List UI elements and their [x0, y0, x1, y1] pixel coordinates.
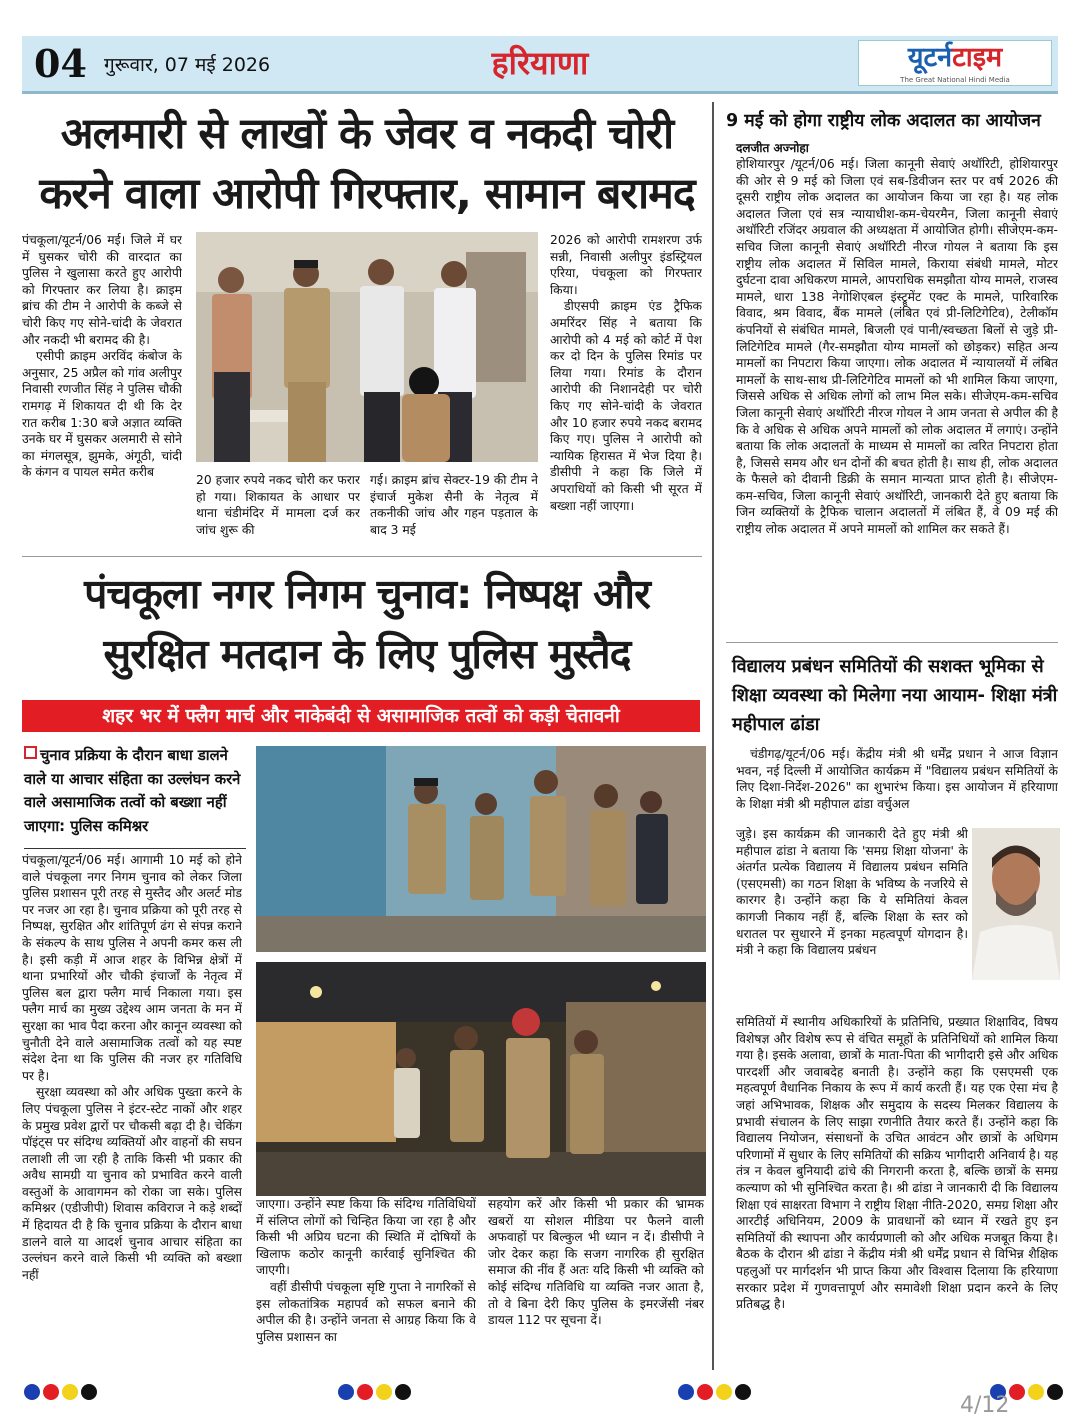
story4-intro	[736, 746, 1058, 826]
yellow-dot	[62, 1384, 78, 1400]
paragraph: डीएसपी क्राइम एंड ट्रैफिक अमरिंदर सिंह ने बताया कि आरोपी को 4 मई को कोर्ट में पेश कर दो दिन के पुलिस रिमांड पर लिया गया। रिमांड के दौरान आरोपी की निशानदेही पर चोरी किए गए सोने-चांदी के जेवरात और 10 हजार रुपये नकद बरामद किए गए। पुलिस ने आरोपी को न्यायिक हिरासत में भेज दिया है। डीसीपी ने कहा कि जिले में अपराधियों को किसी भी सूरत में बख्शा नहीं जाएगा।	[550, 299, 702, 513]
paragraph: होशियारपुर /यूटर्न/06 मई। जिला कानूनी सेवाएं अथॉरिटी, होशियारपुर की ओर से 9 मई को जिला एवं सब-डिवीजन स्तर पर वर्ष 2026 की दूसरी राष्ट्रीय लोक अदालत का आयोजन किया जा रहा है। यह लोक अदालत जिला एवं सत्र न्यायाधीश-कम-चेयरमैन, जिला कानूनी सेवाएं अथॉरिटी रजिंदर अग्रवाल की अध्यक्षता में आयोजित होगी। सीजेएम-कम-सचिव जिला कानूनी सेवाएं अथॉरिटी नीरज गोयल ने बताया कि इस राष्ट्रीय लोक अदालत में सिविल मामले, किराया संबंधी मामले, मोटर दुर्घटना दावा अधिकरण मामले, आपराधिक समझौता योग्य मामले, राजस्व मामले, धारा 138 नेगोशिएबल इंस्ट्रूमेंट एक्ट के मामले, पारिवारिक विवाद, श्रम विवाद, बैंक मामले (लंबित एवं प्री-लिटिगेटिव), टेलीकॉम कंपनियों से संबंधित मामले, बिजली एवं पानी/स्वच्छता बिलों से जुड़े प्री-लिटिगेटिव मामले (गैर-समझौता योग्य मामलों को छोड़कर) सहित अन्य मामलों का निपटारा किया जाएगा। लोक अदालत में न्यायालयों में लंबित मामलों के साथ-साथ प्री-लिटिगेटिव मामलों को भी शामिल किया जाएगा, जिससे अधिक से अधिक लोगों को लाभ मिल सके। सीजेएम-कम-सचिव जिला कानूनी सेवाएं अथॉरिटी नीरज गोयल ने आम जनता से अपील की है कि वे अधिक से अधिक अपने मामलों को लोक अदालत में लगाएं। उन्होंने बताया कि लोक अदालतों के माध्यम से मामलों का त्वरित निपटारा होता है, जिससे समय और धन दोनों की बचत होती है। साथ ही, लोक अदालत के फैसले को दीवानी डिक्री के समान मान्यता प्राप्त होती है। सीजेएम-कम-सचिव, जिला कानूनी सेवाएं अथॉरिटी, जानकारी देते हुए बताया कि जिन व्यक्तियों के ट्रैफिक चालान अदालतों में लंबित हैं, वे 09 मई की राष्ट्रीय लोक अदालत में अपने मामलों को शामिल कर सकते हैं।	[736, 157, 1058, 537]
logo-part1: यूटर्न	[907, 42, 953, 73]
arrest-photo	[196, 232, 538, 462]
story4-body	[736, 1014, 1058, 1364]
portrait-image	[972, 828, 1060, 980]
headline-line: करने वाला आरोपी गिरफ्तार, सामान बरामद	[39, 169, 695, 219]
story-divider	[22, 556, 702, 557]
red-dot	[697, 1384, 713, 1400]
flag-march-photo-1	[256, 746, 706, 952]
black-dot	[81, 1384, 97, 1400]
page-number: 04	[34, 41, 87, 86]
flag-march-photo-2	[256, 962, 706, 1196]
paragraph: जुड़े। इस कार्यक्रम की जानकारी देते हुए मंत्री श्री महीपाल ढांडा ने बताया कि 'समग्र शिक्षा योजना' के अंतर्गत प्रत्येक विद्यालय में विद्यालय प्रबंधन समिति (एसएमसी) का गठन शिक्षा के भविष्य के नजरिये से कारगर है। उन्होंने कहा कि ये समितियां केवल कागजी निकाय नहीं हैं, बल्कि शिक्षा के स्तर को धरातल पर सुधारने में इनका महत्वपूर्ण योगदान है। मंत्री ने कहा कि विद्यालय प्रबंधन	[736, 827, 968, 958]
black-dot	[1047, 1384, 1063, 1400]
red-dot	[1009, 1384, 1025, 1400]
story1-column-1	[22, 232, 182, 544]
red-dot	[43, 1384, 59, 1400]
logo-part2: टाइम	[952, 42, 1003, 73]
police-group-image	[196, 232, 538, 462]
paragraph: चंडीगढ़/यूटर्न/06 मई। केंद्रीय मंत्री श्री धर्मेंद्र प्रधान ने आज विज्ञान भवन, नई दिल्ली में आयोजित कार्यक्रम में "विद्यालय प्रबंधन समितियों के लिए दिशा-निर्देश-2026" का शुभारंभ किया। इस आयोजन में हरियाणा के शिक्षा मंत्री श्री महीपाल ढांडा वर्चुअल	[736, 747, 1058, 811]
paragraph: पंचकूला/यूटर्न/06 मई। आगामी 10 मई को होने वाले पंचकूला नगर निगम चुनाव को लेकर जिला पुलिस प्रशासन पूरी तरह से मुस्तैद और अलर्ट मोड पर नजर आ रहा है। चुनाव प्रक्रिया को पूरी तरह से निष्पक्ष, सुरक्षित और शांतिपूर्ण ढंग से संपन्न कराने के संकल्प के साथ पुलिस ने अपनी कमर कस ली है। इसी कड़ी में आज शहर के विभिन्न क्षेत्रों में थाना प्रभारियों और चौकी इंचार्जों के नेतृत्व में पुलिस बल द्वारा फ्लैग मार्च निकाला गया। इस फ्लैग मार्च का मुख्य उद्देश्य आम जनता के मन में सुरक्षा का भाव पैदा करना और कानून व्यवस्था को चुनौती देने वाले असामाजिक तत्वों को यह स्पष्ट संदेश देना था कि पुलिस की नजर हर गतिविधि पर है।	[22, 853, 242, 1083]
story3-byline: दलजीत अज्नोहा	[736, 141, 809, 155]
paragraph: सुरक्षा व्यवस्था को और अधिक पुख्ता करने के लिए पंचकूला पुलिस ने इंटर-स्टेट नाकों और शहर के प्रमुख प्रवेश द्वारों पर चौकसी बढ़ा दी है। चेकिंग पॉइंट्स पर संदिग्ध व्यक्तियों और वाहनों की सघन तलाशी ली जा रही है ताकि किसी भी प्रकार की अवैध सामग्री या चुनाव को प्रभावित करने वाली वस्तुओं के आवागमन को रोका जा सके। पुलिस कमिश्नर (एडीजीपी) शिवास कविराज ने कड़े शब्दों में हिदायत दी है कि चुनाव प्रक्रिया के दौरान बाधा डालने वाले या आदर्श चुनाव आचार संहिता का उल्लंघन करने वाले किसी भी व्यक्ति को बख्शा नहीं	[22, 1085, 242, 1282]
story3-headline: 9 मई को होगा राष्ट्रीय लोक अदालत का आयोजन	[726, 111, 1041, 131]
blue-dot	[678, 1384, 694, 1400]
headline-line: अलमारी से लाखों के जेवर व नकदी चोरी	[60, 109, 674, 159]
logo-tagline: The Great National Hindi Media	[900, 76, 1010, 84]
paragraph: 20 हजार रुपये नकद चोरी कर फरार हो गया। शिकायत के आधार पर थाना चंडीमंदिर में मामला दर्ज कर जांच शुरू की	[196, 473, 360, 537]
story4-headline: विद्यालय प्रबंधन समितियों की सशक्त भूमिका से शिक्षा व्यवस्था को मिलेगा नया आयाम- शिक्षा मंत्री महीपाल ढांडा	[732, 656, 1058, 735]
issue-date: गुरूवार, 07 मई 2026	[104, 54, 271, 76]
yellow-dot	[376, 1384, 392, 1400]
story2-column-3	[488, 1196, 704, 1364]
story1-column-4	[550, 232, 702, 544]
minister-photo	[972, 828, 1060, 980]
section-title: हरियाणा	[491, 44, 589, 82]
pull-quote-text: चुनाव प्रक्रिया के दौरान बाधा डालने वाले या आचार संहिता का उल्लंघन करने वाले असामाजिक तत्वों को बख्शा नहीं जाएगा: पुलिस कमिश्नर	[24, 747, 241, 835]
pull-quote	[24, 744, 246, 838]
footer-dots-right	[678, 1384, 751, 1400]
headline-line: सुरक्षित मतदान के लिए पुलिस मुस्तैद	[103, 630, 631, 678]
paragraph: 2026 को आरोपी रामशरण उर्फ सन्नी, निवासी अलीपुर इंडस्ट्रियल एरिया, पंचकूला को गिरफ्तार किया।	[550, 233, 702, 297]
square-bullet-icon	[24, 746, 37, 759]
story1-headline	[22, 104, 712, 224]
footer-dots-left	[24, 1384, 97, 1400]
page-indicator[interactable]: 4/12	[960, 1393, 1010, 1418]
subheadline-band: शहर भर में फ्लैग मार्च और नाकेबंदी से असामाजिक तत्वों को कड़ी चेतावनी	[22, 700, 700, 732]
story2-column-2	[256, 1196, 476, 1364]
blue-dot	[338, 1384, 354, 1400]
headline-line: पंचकूला नगर निगम चुनाव: निष्पक्ष और	[84, 570, 650, 618]
police-patrol-image	[256, 746, 706, 952]
column-divider	[712, 102, 714, 1370]
paragraph: सहयोग करें और किसी भी प्रकार की भ्रामक खबरों या सोशल मीडिया पर फैलने वाली अफवाहों पर बिल्कुल भी ध्यान न दें। डीसीपी ने जोर देकर कहा कि सजग नागरिक ही सुरक्षित समाज की नींव हैं अतः यदि किसी भी व्यक्ति को कोई संदिग्ध गतिविधि या व्यक्ति नजर आता है, तो वे बिना देरी किए पुलिस के इमरजेंसी नंबर डायल 112 पर सूचना दें।	[488, 1197, 704, 1328]
story-divider	[726, 642, 1058, 643]
red-dot	[357, 1384, 373, 1400]
black-dot	[735, 1384, 751, 1400]
footer-dots-center	[338, 1384, 411, 1400]
night-patrol-image	[256, 962, 706, 1196]
paragraph: गई। क्राइम ब्रांच सेक्टर-19 की टीम ने इंचार्ज मुकेश सैनी के नेतृत्व में तकनीकी जांच और गहन पड़ताल के बाद 3 मई	[370, 473, 538, 537]
quote-underline	[24, 848, 246, 849]
logo-wordmark	[862, 40, 1048, 76]
black-dot	[395, 1384, 411, 1400]
story1-column-3	[370, 472, 538, 544]
paragraph: समितियों में स्थानीय अधिकारियों के प्रतिनिधि, प्रख्यात शिक्षाविद, विषय विशेषज्ञ और विशेष रूप से वंचित समूहों के प्रतिनिधियों को शामिल किया गया है। इसके अलावा, छात्रों के माता-पिता की भागीदारी इसे और अधिक पारदर्शी और जवाबदेह बनाती है। उन्होंने कहा कि एसएमसी एक महत्वपूर्ण वैधानिक निकाय के रूप में कार्य करती हैं। यह एक ऐसा मंच है जहां अभिभावक, शिक्षक और समुदाय के सदस्य मिलकर विद्यालय के प्रभावी संचालन के लिए साझा रणनीति तैयार करते हैं। उन्होंने कहा कि विद्यालय नियोजन, संसाधनों के उचित आवंटन और छात्रों के अधिगम परिणामों में सुधार के लिए समितियों की सक्रिय भागीदारी अनिवार्य है। यह तंत्र न केवल बुनियादी ढांचे की निगरानी करता है, बल्कि छात्रों के समग्र कल्याण को भी सुनिश्चित करता है। श्री ढांडा ने जानकारी दी कि विद्यालय शिक्षा एवं साक्षरता विभाग ने राष्ट्रीय शिक्षा नीति-2020, समग्र शिक्षा और आरटीई अधिनियम, 2009 के प्रावधानों को ध्यान में रखते हुए इन समितियों की स्थापना और कार्यप्रणाली को और अधिक मजबूत किया है। बैठक के दौरान श्री ढांडा ने केंद्रीय मंत्री श्री धर्मेंद्र प्रधान से विभिन्न शैक्षिक पहलुओं पर मार्गदर्शन भी प्राप्त किया और विश्वास दिलाया कि हरियाणा सरकार प्रदेश में गुणवत्तापूर्ण और समावेशी शिक्षा प्रदान करने के लिए प्रतिबद्ध है।	[736, 1015, 1058, 1312]
blue-dot	[24, 1384, 40, 1400]
yellow-dot	[716, 1384, 732, 1400]
story4-wrap-text	[736, 826, 968, 1014]
yellow-dot	[1028, 1384, 1044, 1400]
story3-body	[736, 156, 1058, 634]
paragraph: जाएगा। उन्होंने स्पष्ट किया कि संदिग्ध गतिविधियों में संलिप्त लोगों को चिन्हित किया जा रहा है और किसी भी अप्रिय घटना की स्थिति में दोषियों के खिलाफ कठोर कानूनी कार्रवाई सुनिश्चित की जाएगी।	[256, 1197, 476, 1278]
story2-column-1	[22, 852, 242, 1364]
paragraph: पंचकूला/यूटर्न/06 मई। जिले में घर में घुसकर चोरी की वारदात का पुलिस ने खुलासा करते हुए आरोपी को गिरफ्तार कर लिया है। क्राइम ब्रांच की टीम ने आरोपी के कब्जे से चोरी किए गए सोने-चांदी के जेवरात और नकदी भी बरामद की है।	[22, 233, 182, 347]
story2-headline	[22, 564, 712, 684]
paragraph: वहीं डीसीपी पंचकूला सृष्टि गुप्ता ने नागरिकों से इस लोकतांत्रिक महापर्व को सफल बनाने की अपील की है। उन्होंने जनता से आग्रह किया कि वे पुलिस प्रशासन का	[256, 1279, 476, 1344]
story1-column-2	[196, 472, 360, 544]
paragraph: एसीपी क्राइम अरविंद कंबोज के अनुसार, 25 अप्रैल को गांव अलीपुर निवासी रणजीत सिंह ने पुलिस चौकी रामगढ़ में शिकायत दी थी कि देर रात करीब 1:30 बजे अज्ञात व्यक्ति उनके घर में घुसकर अलमारी से सोने का मंगलसूत्र, झुमके, अंगूठी, चांदी के कंगन व पायल समेत करीब	[22, 349, 182, 480]
